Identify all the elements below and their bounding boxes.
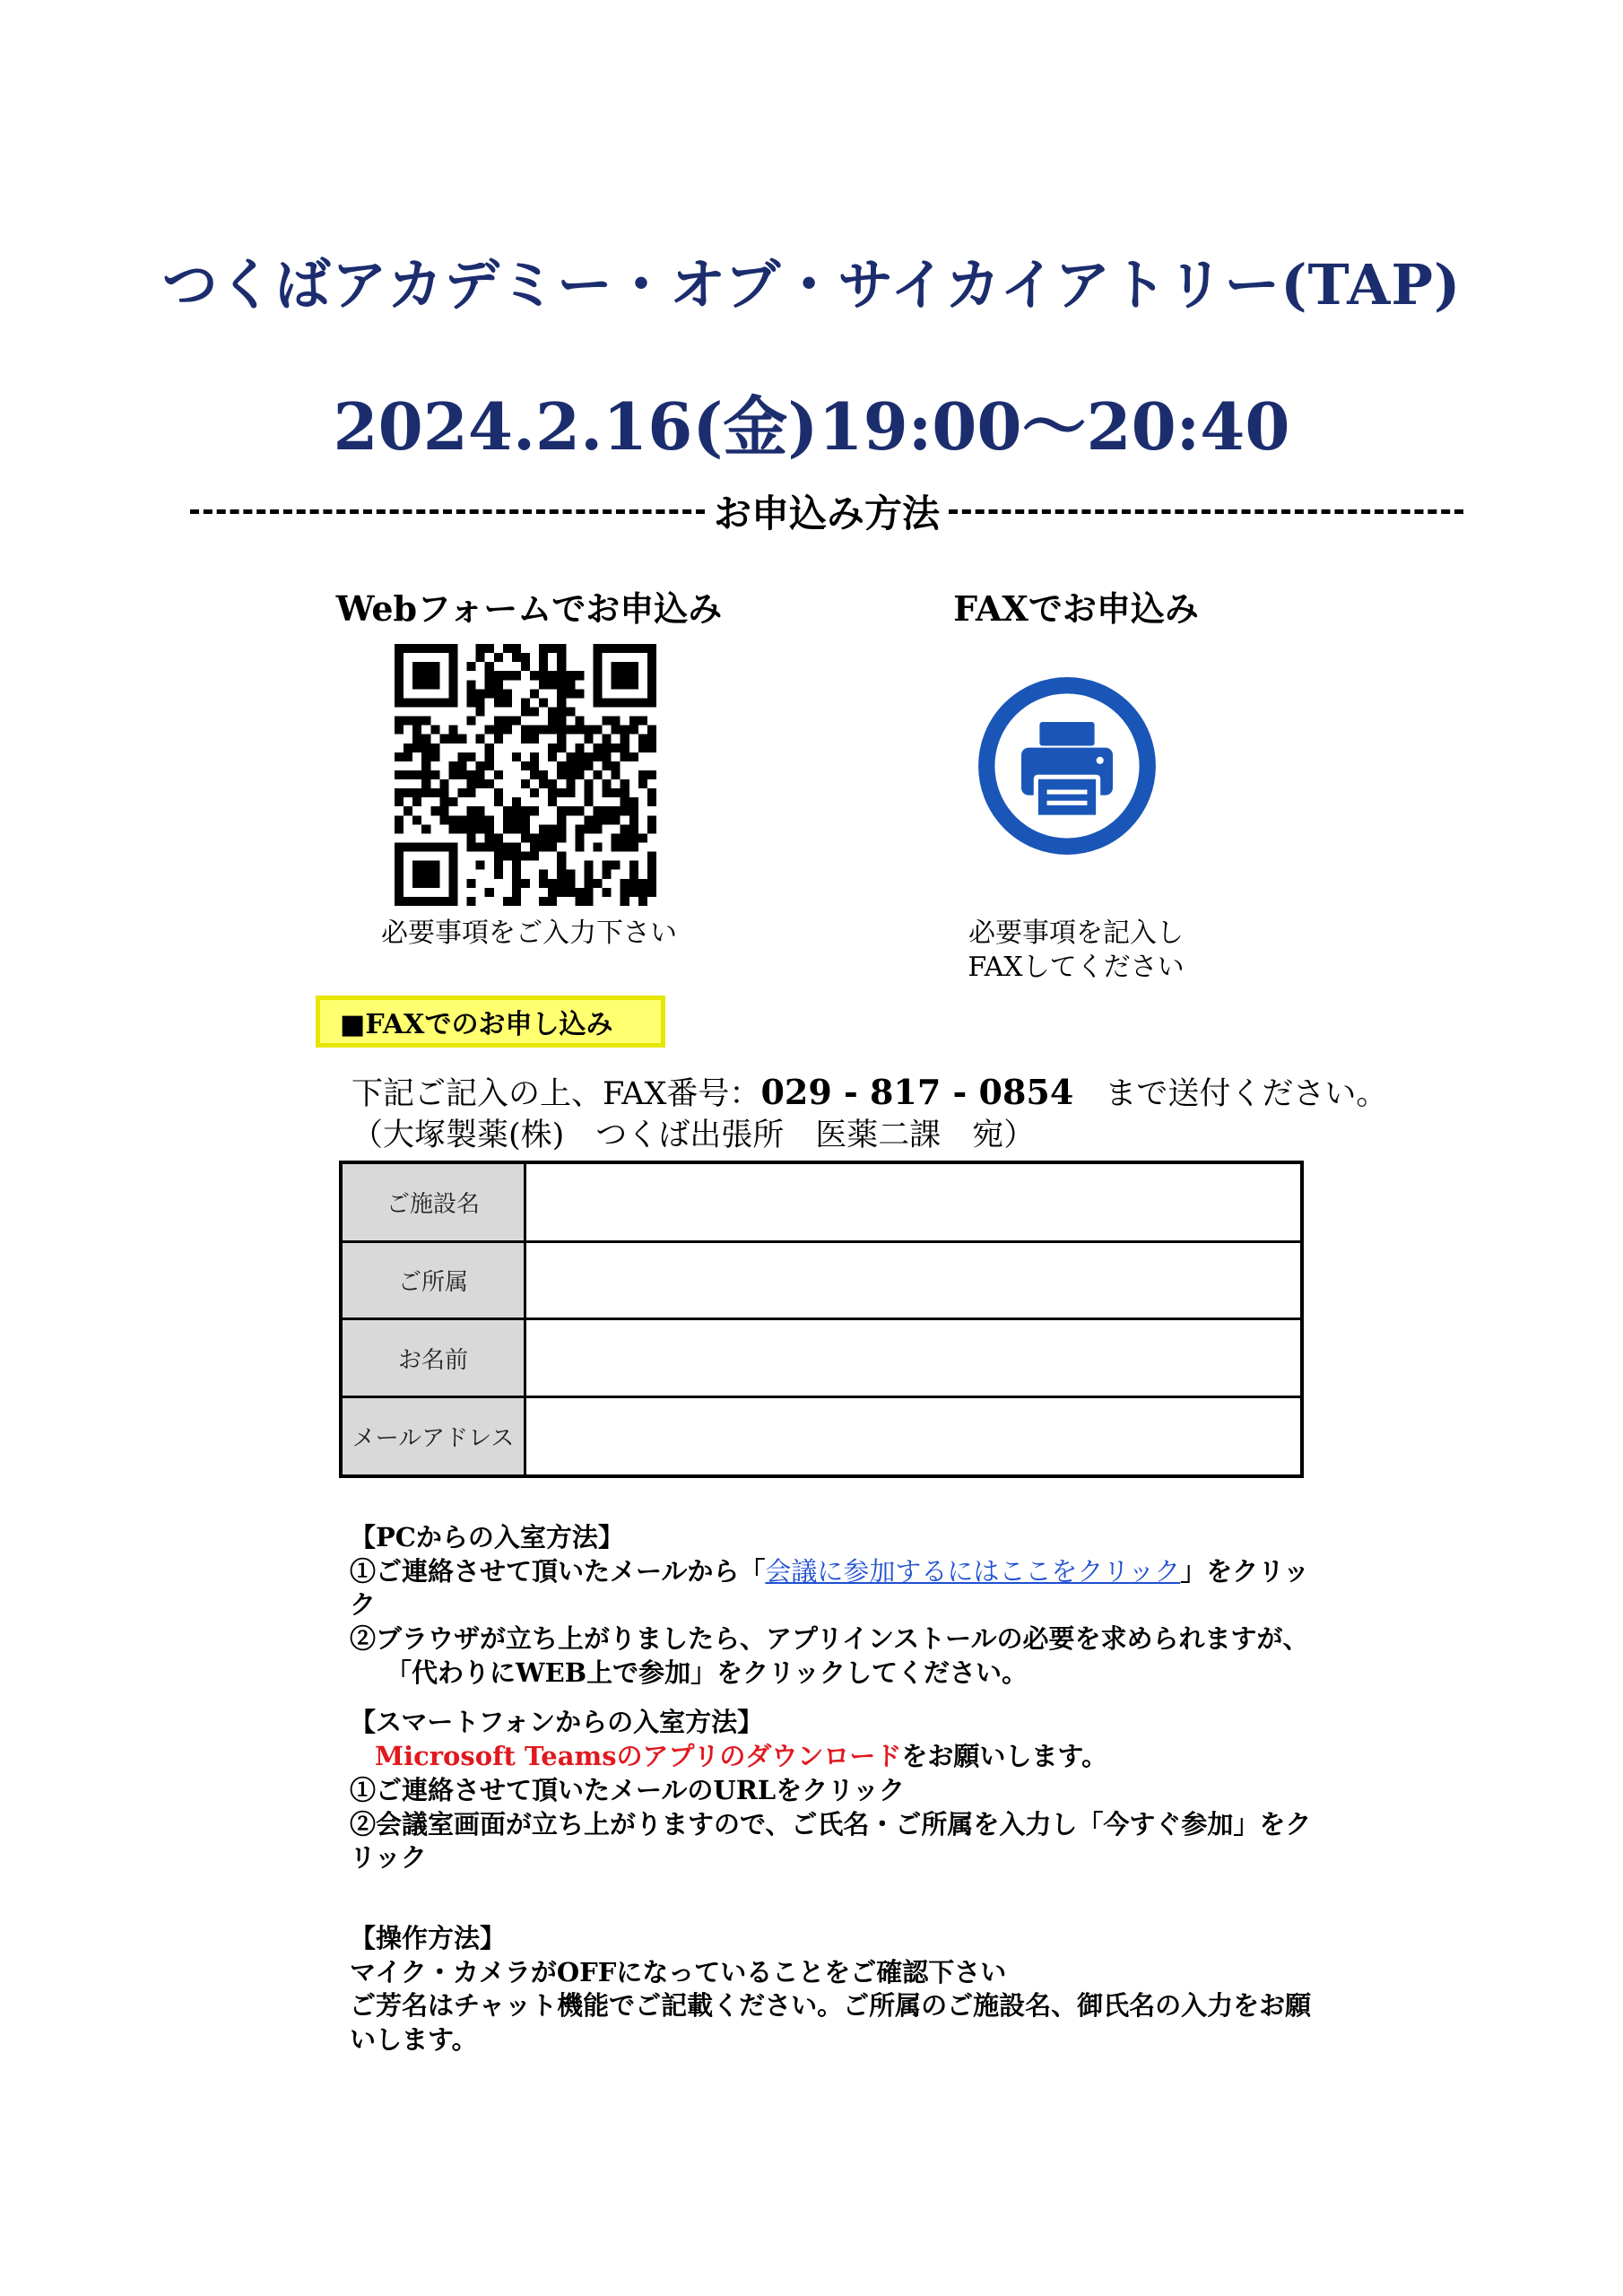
pc-step1-suffix: 」をクリック: [350, 1555, 1310, 1621]
pc-heading: 【PCからの入室方法】: [350, 1522, 624, 1552]
operation-line2: ご芳名はチャット機能でご記載ください。ご所属のご施設名、御氏名の入力をお願いします。: [350, 1990, 1312, 2055]
table-row: [341, 1397, 1302, 1476]
section-divider: [190, 484, 1463, 538]
teams-download-suffix: をお願いします。: [901, 1741, 1108, 1772]
form-field-name[interactable]: [525, 1319, 1303, 1397]
table-row: [341, 1162, 1302, 1241]
fax-caption-line1: 必要事項を記入し: [968, 918, 1184, 949]
fax-instruction-prefix: 下記ご記入の上、FAX番号：: [352, 1076, 761, 1112]
fax-heading: FAXでお申込み: [953, 588, 1199, 629]
fax-form-table: [339, 1161, 1304, 1478]
pc-step1: [350, 1555, 1327, 1622]
fax-addressee: （大塚製薬(株) つくば出張所 医薬二課 宛）: [352, 1118, 1036, 1153]
table-row: [341, 1241, 1302, 1319]
fax-caption-line2: FAXしてください: [968, 951, 1185, 983]
web-form-heading: Webフォームでお申込み: [335, 588, 723, 629]
divider-label: お申込み方法: [714, 491, 941, 535]
fax-number: 029 - 817 - 0854: [760, 1072, 1074, 1112]
fax-instruction-suffix: まで送付ください。: [1105, 1076, 1388, 1112]
printer-icon: [976, 674, 1159, 857]
smartphone-step2: ②会議室画面が立ち上がりますので、ご氏名・ご所属を入力し「今すぐ参加」をクリック: [350, 1808, 1312, 1874]
pc-step1-prefix: ①ご連絡させて頂いたメールから「: [350, 1555, 766, 1587]
table-row: [341, 1319, 1302, 1397]
form-label-email: メールアドレス: [341, 1397, 525, 1476]
form-label-facility: ご施設名: [341, 1162, 525, 1241]
smartphone-heading: 【スマートフォンからの入室方法】: [350, 1707, 764, 1738]
event-datetime: 2024.2.16(金)19:00～20:40: [333, 388, 1290, 465]
event-title: つくばアカデミー・オブ・サイカイアトリー(TAP): [161, 252, 1462, 317]
form-field-affiliation[interactable]: [525, 1241, 1303, 1319]
fax-instruction: [352, 1069, 1387, 1114]
form-label-name: お名前: [341, 1319, 525, 1397]
operation-line1: マイク・カメラがOFFになっていることをご確認下さい: [350, 1956, 1007, 1987]
smartphone-step1: ①ご連絡させて頂いたメールのURLをクリック: [350, 1774, 906, 1805]
web-caption: 必要事項をご入力下さい: [381, 918, 677, 949]
form-field-facility[interactable]: [525, 1162, 1303, 1241]
fax-application-badge: ■FAXでのお申し込み: [316, 996, 665, 1048]
pc-step2-line1: ②ブラウザが立ち上がりましたら、アプリインストールの必要を求められますが、: [350, 1623, 1309, 1655]
qr-code-icon[interactable]: [395, 644, 656, 906]
form-label-affiliation: ご所属: [341, 1241, 525, 1319]
form-field-email[interactable]: [525, 1397, 1303, 1476]
fax-caption: [897, 917, 1255, 984]
divider-dashes-left: [190, 509, 705, 514]
join-meeting-link[interactable]: 会議に参加するにはここをクリック: [765, 1555, 1181, 1587]
divider-dashes-right: [949, 509, 1463, 514]
operation-heading: 【操作方法】: [350, 1922, 507, 1953]
smartphone-download: [350, 1740, 1327, 1774]
join-instructions: [350, 1521, 1327, 2057]
pc-step2-line2: 「代わりにWEB上で参加」をクリックしてください。: [386, 1657, 1028, 1688]
teams-download-text: Microsoft Teamsのアプリのダウンロード: [375, 1741, 902, 1772]
